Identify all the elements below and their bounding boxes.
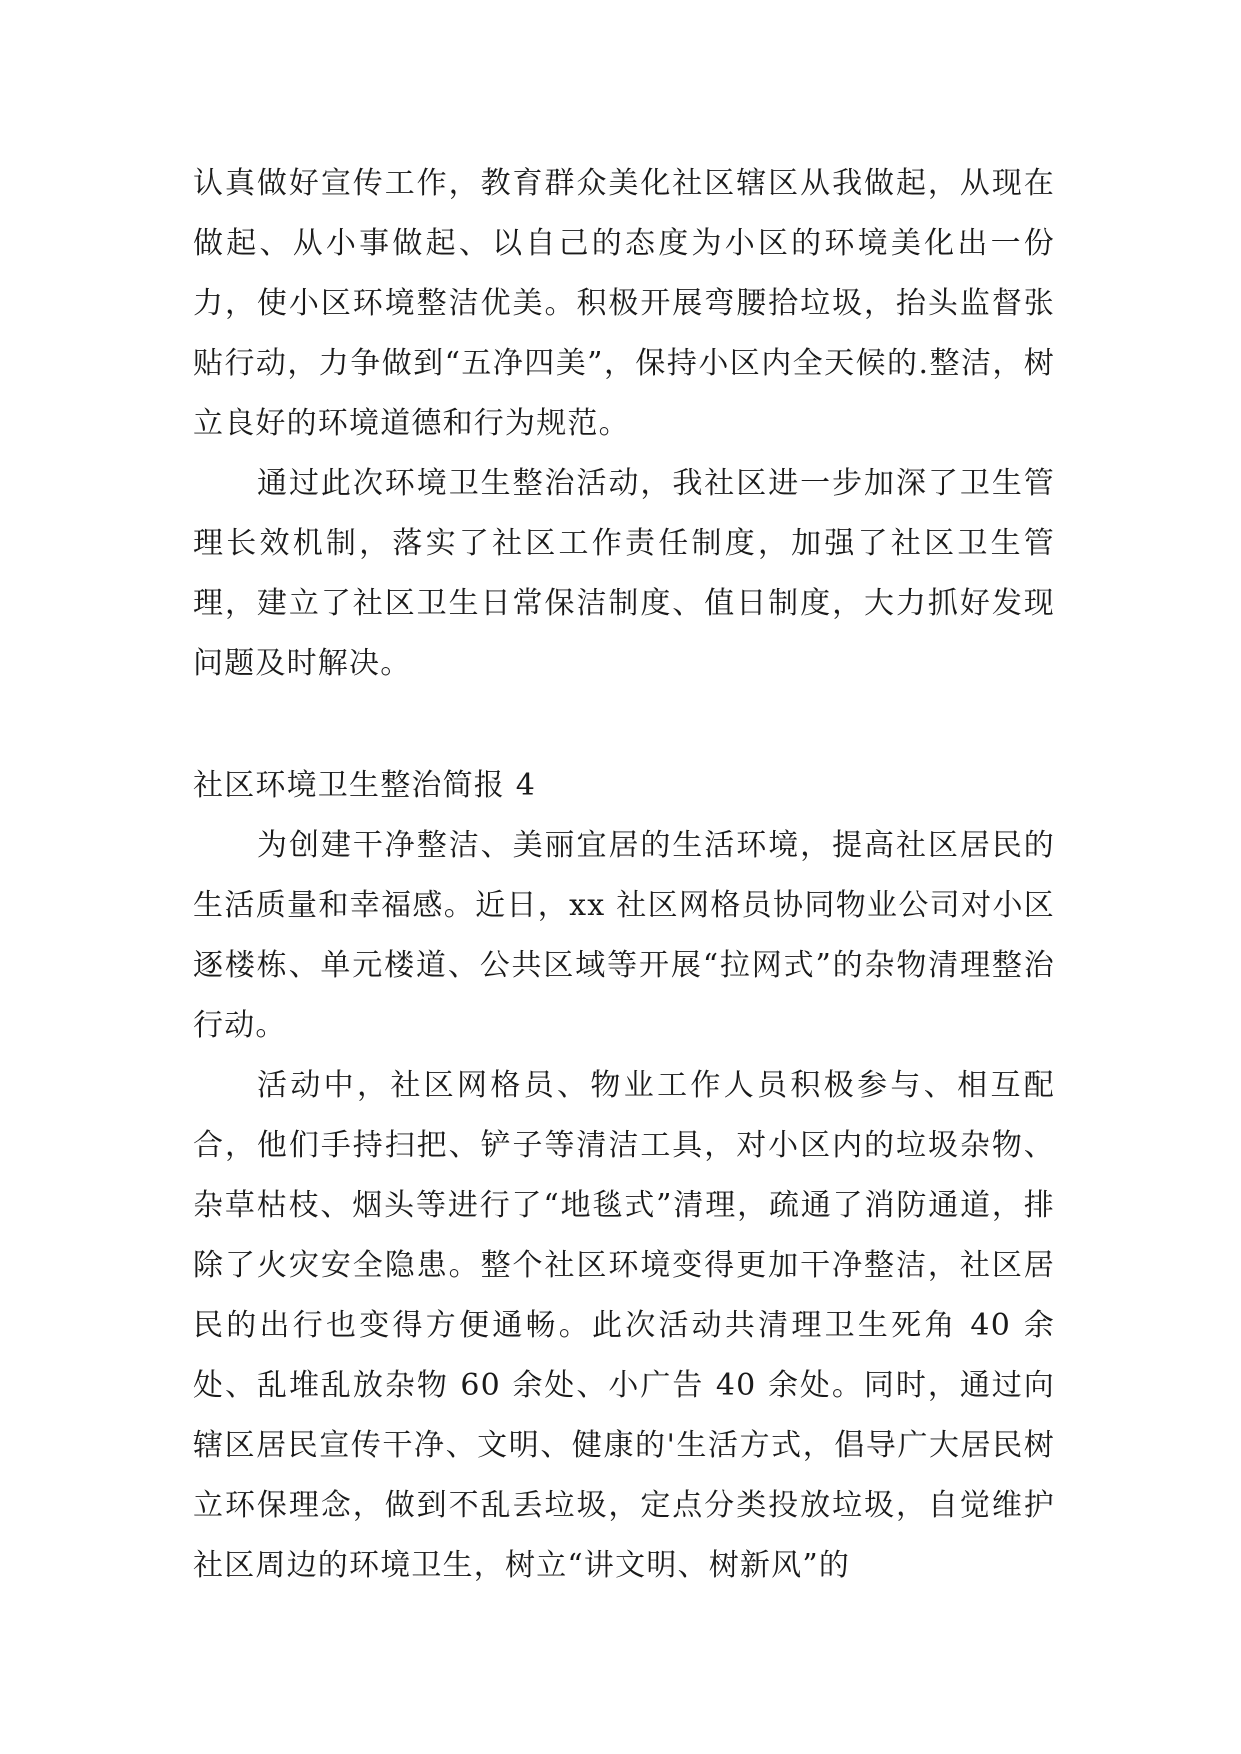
paragraph-4: 活动中，社区网格员、物业工作人员积极参与、相互配合，他们手持扫把、铲子等清洁工具，对小区内的垃圾杂物、杂草枯枝、烟头等进行了“地毯式”清理，疏通了消防通道，排除了火灾安全隐患。整个社区环境变得更加干净整洁，社区居民的出行也变得方便通畅。此次活动共清理卫生死角 40 余处、乱堆乱放杂物 60 余处、小广告 40 余处。同时，通过向辖区居民宣传干净、文明、健康的'生活方式，倡导广大居民树立环保理念，做到不乱丢垃圾，定点分类投放垃圾，自觉维护社区周边的环境卫生，树立“讲文明、树新风”的 xyxy=(193,1068,1055,1583)
section-spacer xyxy=(193,694,1055,756)
paragraph-2: 通过此次环境卫生整治活动，我社区进一步加深了卫生管理长效机制，落实了社区工作责任制度，加强了社区卫生管理，建立了社区卫生日常保洁制度、值日制度，大力抓好发现问题及时解决。 xyxy=(193,466,1055,681)
paragraph-3: 为创建干净整洁、美丽宜居的生活环境，提高社区居民的生活质量和幸福感。近日，xx 社区网格员协同物业公司对小区逐楼栋、单元楼道、公共区域等开展“拉网式”的杂物清理整治行动。 xyxy=(193,828,1055,1043)
section-title: 社区环境卫生整治简报 4 xyxy=(193,768,537,803)
paragraph-1: 认真做好宣传工作，教育群众美化社区辖区从我做起，从现在做起、从小事做起、以自己的态度为小区的环境美化出一份力，使小区环境整洁优美。积极开展弯腰拾垃圾，抬头监督张贴行动，力争做到“五净四美”，保持小区内全天候的.整洁，树立良好的环境道德和行为规范。 xyxy=(193,166,1055,441)
document-body xyxy=(193,154,1055,1596)
